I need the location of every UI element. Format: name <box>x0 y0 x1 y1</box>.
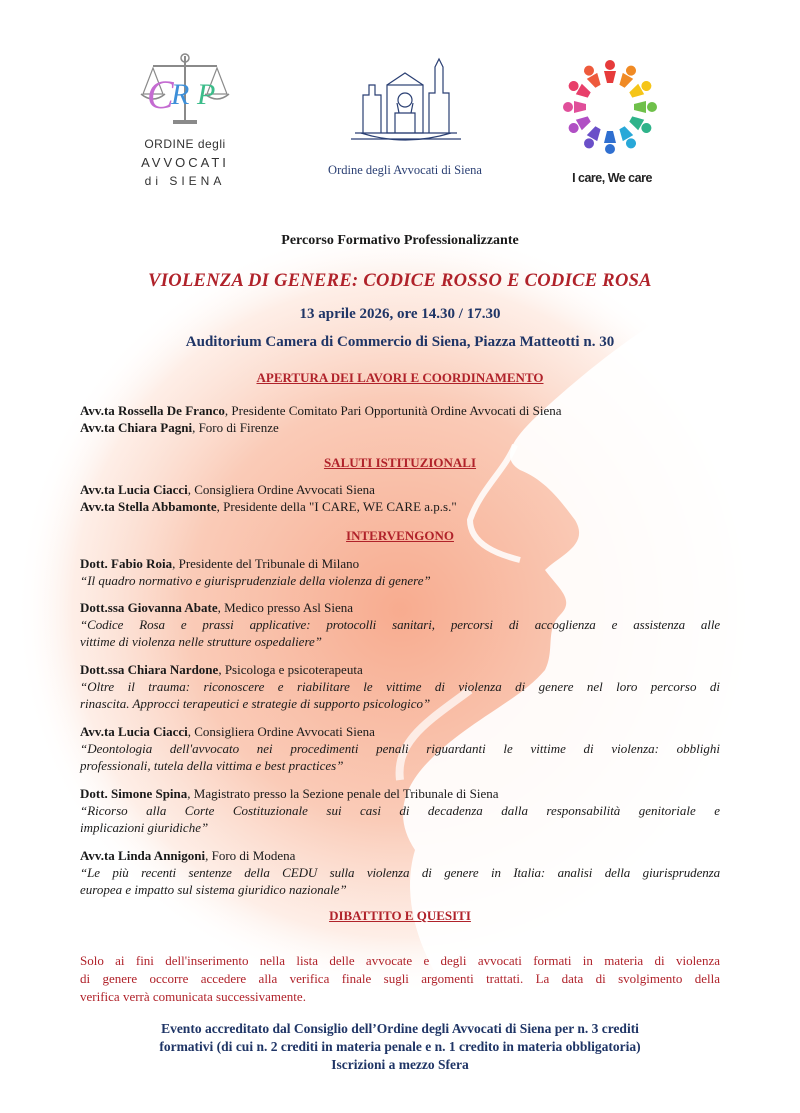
logo-left-line2: AVVOCATI <box>141 155 229 170</box>
speaker-1 <box>80 555 720 573</box>
i-care-we-care-logo <box>550 55 670 195</box>
speaker-role: , Magistrato presso la Sezione penale del Tribunale di Siena <box>187 786 499 801</box>
speaker-name: Dott. Simone Spina <box>80 786 188 801</box>
section-heading-opening: APERTURA DEI LAVORI E COORDINAMENTO <box>256 370 544 385</box>
speaker-1-talk: “Il quadro normativo e giurisprudenziale della violenza di genere” <box>80 573 431 588</box>
speaker-4-talk-line1: “Deontologia dell'avvocato nei procedimenti penali riguardanti le vittime di violenza: obblighi <box>80 741 720 756</box>
speaker-2-talk-line1: “Codice Rosa e prassi applicative: protocolli sanitari, percorsi di accoglienza e assistenza alle <box>80 617 720 632</box>
person-role: , Consigliera Ordine Avvocati Siena <box>187 482 375 497</box>
speaker-name: Avv.ta Linda Annigoni <box>80 848 206 863</box>
speaker-6 <box>80 847 720 865</box>
speaker-role: , Presidente del Tribunale di Milano <box>172 556 360 571</box>
accreditation-line-2: formativi (di cui n. 2 crediti in materia penale e n. 1 credito in materia obbligatoria) <box>159 1039 641 1054</box>
event-title: VIOLENZA DI GENERE: CODICE ROSSO E CODICE ROSA <box>148 271 652 291</box>
logo-left-line1: ORDINE degli <box>144 137 226 151</box>
person-role: , Presidente Comitato Pari Opportunità Ordine Avvocati di Siena <box>224 403 562 418</box>
logo-left-line3: di SIENA <box>144 174 226 188</box>
event-date: 13 aprile 2026, ore 14.30 / 17.30 <box>299 306 501 322</box>
logo-right-caption: I care, We care <box>572 171 652 185</box>
svg-text:P: P <box>197 78 216 111</box>
person-name: Avv.ta Rossella De Franco <box>80 403 225 418</box>
event-venue: Auditorium Camera di Commercio di Siena, Piazza Matteotti n. 30 <box>185 334 615 350</box>
svg-text:C: C <box>147 72 174 117</box>
person-name: Avv.ta Chiara Pagni <box>80 420 193 435</box>
siena-seal-icon <box>305 55 505 155</box>
speaker-6-talk-line2: europea e impatto sul sistema giuridico nazionale” <box>80 882 347 897</box>
speaker-6-talk-line1: “Le più recenti sentenze della CEDU sulla violenza di genere in Italia: analisi della giurisprudenza <box>80 865 720 880</box>
person-name: Avv.ta Lucia Ciacci <box>80 482 188 497</box>
greetings-person-2 <box>80 498 720 516</box>
speaker-name: Dott. Fabio Roia <box>80 556 173 571</box>
people-circle-icon <box>550 55 670 165</box>
opening-person-2 <box>80 419 720 437</box>
opening-person-1 <box>80 402 720 420</box>
header-logos <box>0 0 800 210</box>
ordine-avvocati-siena-logo <box>135 52 235 192</box>
speaker-4-talk-line2: professionali, tutela della vittima e best practices” <box>80 758 344 773</box>
section-heading-debate: DIBATTITO E QUESITI <box>329 908 471 923</box>
logo-center-caption: Ordine degli Avvocati di Siena <box>328 163 482 177</box>
svg-text:R: R <box>171 78 190 111</box>
speaker-name: Dott.ssa Giovanna Abate <box>80 600 218 615</box>
person-role: , Presidente della "I CARE, WE CARE a.p.s." <box>216 499 457 514</box>
notice-line-2: di genere occorre accedere alla verifica finale sugli argomenti trattati. La data di svolgimento della <box>80 971 720 986</box>
speaker-5-talk-line1: “Ricorso alla Corte Costituzionale sui casi di decadenza dalla responsabilità genitoriale e <box>80 803 720 818</box>
speaker-3-talk-line1: “Oltre il trauma: riconoscere e riabilitare le vittime di violenza di genere nel loro percorso di <box>80 679 720 694</box>
notice-line-1: Solo ai fini dell'inserimento nella lista delle avvocate e degli avvocati formati in materia di violenza <box>80 953 720 968</box>
notice-line-3: verifica verrà comunicata successivamente. <box>80 989 306 1004</box>
speaker-name: Avv.ta Lucia Ciacci <box>80 724 188 739</box>
person-name: Avv.ta Stella Abbamonte <box>80 499 217 514</box>
greetings-person-1 <box>80 481 720 499</box>
section-heading-greetings: SALUTI ISTITUZIONALI <box>323 455 477 470</box>
speaker-role: , Consigliera Ordine Avvocati Siena <box>187 724 375 739</box>
accreditation-line-3: Iscrizioni a mezzo Sfera <box>331 1057 469 1072</box>
speaker-4 <box>80 723 720 741</box>
speaker-role: , Foro di Modena <box>205 848 296 863</box>
speaker-5-talk-line2: implicazioni giuridiche” <box>80 820 209 835</box>
person-role: , Foro di Firenze <box>192 420 279 435</box>
scales-crp-emblem-icon <box>135 52 235 137</box>
speaker-name: Dott.ssa Chiara Nardone <box>80 662 219 677</box>
speaker-3-talk-line2: rinascita. Approcci terapeutici e strategie di supporto psicologico” <box>80 696 431 711</box>
speaker-2 <box>80 599 720 617</box>
speaker-3 <box>80 661 720 679</box>
speaker-role: , Medico presso Asl Siena <box>217 600 354 615</box>
kicker: Percorso Formativo Professionalizzante <box>281 233 519 248</box>
ordine-avvocati-siena-seal <box>305 55 505 185</box>
accreditation-line-1: Evento accreditato dal Consiglio dell’Ordine degli Avvocati di Siena per n. 3 crediti <box>161 1021 639 1036</box>
section-heading-speakers: INTERVENGONO <box>346 528 454 543</box>
speaker-2-talk-line2: vittime di violenza nelle strutture ospedaliere” <box>80 634 323 649</box>
speaker-5 <box>80 785 720 803</box>
speaker-role: , Psicologa e psicoterapeuta <box>218 662 363 677</box>
